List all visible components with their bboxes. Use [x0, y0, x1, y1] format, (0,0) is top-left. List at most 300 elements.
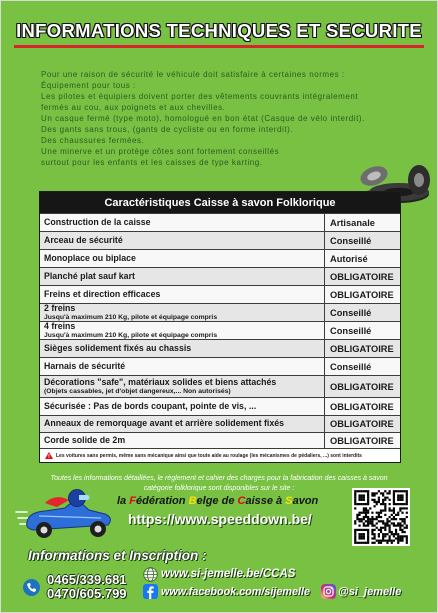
row-label: Harnais de sécurité — [44, 360, 126, 371]
qr-module — [386, 497, 388, 499]
table-row — [40, 397, 400, 415]
soapbox-car-illustration — [15, 485, 115, 541]
row-value: OBLIGATOIRE — [330, 289, 394, 300]
qr-module — [386, 533, 388, 535]
qr-module — [365, 516, 367, 518]
qr-module — [404, 518, 406, 520]
qr-module — [376, 492, 378, 494]
intro-line: surtout pour les enfants et les caisses de type karting. — [41, 158, 263, 167]
qr-module — [367, 529, 369, 531]
qr-module — [401, 494, 403, 496]
qr-module — [397, 522, 399, 524]
row-label-cell — [40, 232, 325, 249]
qr-module — [391, 533, 393, 535]
qr-module — [367, 499, 369, 501]
table-row — [40, 415, 400, 432]
qr-module — [376, 527, 378, 529]
row-label: Freins et direction efficaces — [44, 288, 161, 299]
qr-module — [367, 494, 369, 496]
qr-module — [401, 518, 403, 520]
qr-module — [354, 535, 356, 537]
qr-module — [389, 520, 391, 522]
qr-module — [376, 501, 378, 503]
qr-module — [389, 525, 391, 527]
qr-module — [365, 503, 367, 505]
row-value: OBLIGATOIRE — [330, 343, 394, 354]
qr-module — [406, 516, 408, 518]
qr-module — [406, 540, 408, 542]
qr-module — [367, 533, 369, 535]
phone-number: 0470/605.799 — [47, 586, 127, 601]
qr-module — [401, 540, 403, 542]
qr-module — [373, 542, 375, 544]
qr-module — [399, 535, 401, 537]
facebook-icon — [143, 584, 158, 599]
row-label: 4 freins — [44, 322, 76, 331]
qr-module — [367, 537, 369, 539]
qr-module — [361, 512, 363, 514]
qr-module — [369, 522, 371, 524]
qr-module — [389, 490, 391, 492]
qr-module — [363, 529, 365, 531]
page-title: INFORMATIONS TECHNIQUES ET SECURITE — [16, 20, 422, 41]
phone-icon — [23, 579, 40, 596]
qr-module — [399, 529, 401, 531]
qr-module — [365, 507, 367, 509]
intro-line: Les pilotes et équipiers doivent porter des vêtements couvrants intégralement — [41, 92, 359, 101]
row-value: OBLIGATOIRE — [330, 435, 394, 446]
intro-line: Une minerve et un protège côtes sont fortement conseillés — [41, 147, 280, 156]
row-label: Monoplace ou biplace — [44, 252, 136, 263]
qr-module — [386, 518, 388, 520]
qr-module — [393, 522, 395, 524]
qr-module — [373, 492, 375, 494]
row-label: Sièges solidement fixés au chassis — [44, 342, 192, 353]
qr-module — [378, 490, 380, 492]
qr-module — [373, 518, 375, 520]
qr-module — [363, 542, 365, 544]
row-value: OBLIGATOIRE — [330, 271, 394, 282]
row-label-cell — [40, 433, 325, 448]
qr-module — [376, 522, 378, 524]
qr-module — [354, 540, 356, 542]
qr-module — [393, 535, 395, 537]
qr-module — [406, 512, 408, 514]
qr-module — [397, 537, 399, 539]
qr-module — [380, 492, 382, 494]
qr-module — [395, 533, 397, 535]
qr-module — [371, 499, 373, 501]
qr-module — [363, 512, 365, 514]
qr-module — [384, 509, 386, 511]
qr-module — [367, 531, 369, 533]
qr-module — [354, 494, 356, 496]
qr-module — [380, 531, 382, 533]
qr-module — [395, 537, 397, 539]
qr-module — [358, 518, 360, 520]
qr-module — [356, 529, 358, 531]
qr-module — [393, 492, 395, 494]
qr-module — [397, 490, 399, 492]
qr-module — [393, 497, 395, 499]
qr-module — [373, 501, 375, 503]
qr-module — [378, 514, 380, 516]
qr-module — [365, 529, 367, 531]
qr-module — [386, 522, 388, 524]
table-row — [40, 285, 400, 303]
qr-module — [361, 490, 363, 492]
qr-module — [365, 509, 367, 511]
qr-module — [358, 490, 360, 492]
qr-module — [386, 520, 388, 522]
table-header: Caractéristiques Caisse à savon Folklorique — [40, 192, 400, 213]
qr-module — [389, 507, 391, 509]
qr-module — [378, 529, 380, 531]
qr-module — [406, 501, 408, 503]
qr-module — [397, 512, 399, 514]
qr-module — [395, 529, 397, 531]
qr-module — [354, 499, 356, 501]
qr-module — [399, 522, 401, 524]
qr-module — [399, 509, 401, 511]
qr-module — [404, 490, 406, 492]
qr-module — [371, 520, 373, 522]
qr-module — [380, 540, 382, 542]
qr-module — [384, 503, 386, 505]
qr-module — [356, 542, 358, 544]
qr-module — [361, 503, 363, 505]
qr-module — [406, 497, 408, 499]
row-label-cell — [40, 286, 325, 303]
qr-module — [378, 516, 380, 518]
qr-module — [401, 529, 403, 531]
qr-module — [397, 533, 399, 535]
qr-module — [399, 503, 401, 505]
qr-module — [378, 499, 380, 501]
qr-module — [371, 525, 373, 527]
qr-module — [367, 501, 369, 503]
qr-module — [367, 516, 369, 518]
qr-module — [361, 537, 363, 539]
qr-module — [380, 529, 382, 531]
qr-module — [354, 520, 356, 522]
qr-module — [369, 520, 371, 522]
qr-module — [391, 542, 393, 544]
qr-module — [354, 501, 356, 503]
federation-initial: B — [188, 495, 197, 507]
qr-module — [382, 501, 384, 503]
qr-module — [356, 518, 358, 520]
row-label: Décorations "safe", matériaux solides et biens attachés — [44, 377, 277, 387]
qr-module — [367, 540, 369, 542]
qr-module — [356, 503, 358, 505]
qr-module — [367, 509, 369, 511]
table-row — [40, 231, 400, 249]
qr-module — [382, 522, 384, 524]
qr-module — [363, 533, 365, 535]
title-rule — [14, 45, 424, 48]
qr-module — [406, 537, 408, 539]
qr-module — [356, 514, 358, 516]
qr-module — [391, 531, 393, 533]
row-sublabel: Jusqu'à maximum 210 Kg, pilote et équipage compris — [44, 331, 218, 339]
qr-module — [354, 490, 356, 492]
qr-module — [404, 503, 406, 505]
qr-module — [380, 516, 382, 518]
qr-module — [384, 505, 386, 507]
qr-module — [369, 518, 371, 520]
qr-module — [386, 540, 388, 542]
qr-module — [404, 535, 406, 537]
qr-module — [391, 514, 393, 516]
table-row — [40, 339, 400, 357]
qr-module — [397, 514, 399, 516]
qr-module — [367, 535, 369, 537]
qr-module — [361, 499, 363, 501]
table-row — [40, 375, 400, 397]
table-row — [40, 213, 400, 231]
qr-module — [361, 497, 363, 499]
qr-module — [401, 537, 403, 539]
row-value: Conseillé — [330, 235, 372, 246]
qr-module — [378, 520, 380, 522]
qr-module — [373, 499, 375, 501]
qr-module — [367, 518, 369, 520]
qr-module — [371, 494, 373, 496]
qr-module — [380, 527, 382, 529]
qr-module — [354, 492, 356, 494]
qr-module — [371, 542, 373, 544]
row-label-cell — [40, 214, 325, 231]
qr-module — [393, 494, 395, 496]
table-row — [40, 267, 400, 285]
qr-module — [384, 527, 386, 529]
qr-module — [384, 529, 386, 531]
qr-module — [399, 494, 401, 496]
qr-module — [393, 516, 395, 518]
qr-code — [352, 488, 410, 546]
qr-module — [406, 503, 408, 505]
qr-module — [406, 492, 408, 494]
qr-module — [397, 494, 399, 496]
qr-module — [384, 522, 386, 524]
qr-module — [365, 514, 367, 516]
qr-module — [397, 540, 399, 542]
qr-module — [358, 514, 360, 516]
qr-module — [358, 499, 360, 501]
qr-module — [389, 531, 391, 533]
qr-module — [382, 492, 384, 494]
instagram-handle: @si_jemelle — [338, 586, 402, 598]
row-label-cell — [40, 268, 325, 285]
qr-module — [397, 503, 399, 505]
qr-module — [393, 490, 395, 492]
table-row — [40, 321, 400, 339]
qr-module — [363, 518, 365, 520]
qr-module — [406, 490, 408, 492]
qr-module — [406, 525, 408, 527]
qr-module — [367, 497, 369, 499]
qr-module — [371, 518, 373, 520]
qr-module — [373, 537, 375, 539]
qr-module — [391, 509, 393, 511]
qr-module — [395, 514, 397, 516]
qr-module — [373, 533, 375, 535]
qr-module — [365, 542, 367, 544]
qr-module — [358, 537, 360, 539]
qr-module — [367, 525, 369, 527]
qr-module — [399, 490, 401, 492]
row-value: Artisanale — [330, 217, 375, 228]
instagram-icon — [321, 584, 336, 599]
qr-module — [395, 490, 397, 492]
qr-module — [358, 535, 360, 537]
qr-module — [401, 490, 403, 492]
qr-module — [378, 535, 380, 537]
qr-module — [393, 512, 395, 514]
row-value: Conseillé — [330, 325, 372, 336]
qr-module — [389, 499, 391, 501]
qr-module — [361, 535, 363, 537]
row-value: Conseillé — [330, 307, 372, 318]
qr-module — [376, 540, 378, 542]
row-label: Anneaux de remorquage avant et arrière solidement fixés — [44, 418, 285, 429]
qr-module — [363, 535, 365, 537]
qr-module — [380, 509, 382, 511]
qr-module — [367, 522, 369, 524]
qr-module — [384, 533, 386, 535]
intro-line: Un casque fermé (type moto), homologué en bon état (Casque de vélo interdit). — [41, 114, 365, 123]
qr-module — [399, 499, 401, 501]
row-label-cell — [40, 322, 325, 339]
qr-module — [373, 535, 375, 537]
qr-module — [371, 512, 373, 514]
table-row — [40, 249, 400, 267]
qr-module — [363, 499, 365, 501]
qr-module — [367, 512, 369, 514]
qr-module — [371, 533, 373, 535]
qr-module — [358, 525, 360, 527]
qr-module — [389, 537, 391, 539]
safety-intro — [41, 69, 426, 168]
row-label: 2 freins — [44, 304, 76, 313]
qr-module — [378, 497, 380, 499]
qr-module — [404, 531, 406, 533]
qr-module — [354, 522, 356, 524]
qr-module — [358, 494, 360, 496]
qr-module — [361, 520, 363, 522]
qr-module — [361, 533, 363, 535]
qr-module — [401, 503, 403, 505]
qr-module — [367, 503, 369, 505]
row-label-cell — [40, 340, 325, 357]
intro-line: fermés au cou, aux poignets et aux chevilles. — [41, 103, 226, 112]
federation-initial: C — [237, 495, 246, 507]
row-label: Sécurisée : Pas de bords coupant, pointe de vis, ... — [44, 400, 257, 411]
table-row — [40, 357, 400, 375]
qr-module — [378, 533, 380, 535]
qr-module — [363, 509, 365, 511]
qr-module — [354, 503, 356, 505]
qr-module — [397, 525, 399, 527]
qr-module — [382, 533, 384, 535]
phone-numbers — [47, 573, 127, 601]
qr-module — [378, 540, 380, 542]
qr-module — [397, 497, 399, 499]
qr-module — [358, 529, 360, 531]
qr-module — [406, 499, 408, 501]
qr-module — [384, 525, 386, 527]
qr-module — [401, 531, 403, 533]
qr-module — [399, 507, 401, 509]
qr-module — [404, 527, 406, 529]
qr-module — [365, 490, 367, 492]
qr-module — [384, 497, 386, 499]
qr-module — [358, 503, 360, 505]
qr-module — [373, 505, 375, 507]
qr-module — [354, 537, 356, 539]
qr-module — [378, 501, 380, 503]
qr-module — [371, 516, 373, 518]
qr-module — [401, 497, 403, 499]
qr-module — [365, 525, 367, 527]
qr-module — [391, 522, 393, 524]
qr-module — [401, 512, 403, 514]
row-label: Construction de la caisse — [44, 216, 151, 227]
qr-module — [367, 542, 369, 544]
qr-module — [382, 499, 384, 501]
qr-module — [395, 531, 397, 533]
qr-module — [393, 503, 395, 505]
row-label-cell — [40, 376, 325, 397]
qr-module — [354, 542, 356, 544]
qr-module — [395, 503, 397, 505]
qr-module — [401, 525, 403, 527]
qr-module — [378, 512, 380, 514]
row-label: Planché plat sauf kart — [44, 270, 135, 281]
qr-module — [356, 490, 358, 492]
qr-module — [404, 507, 406, 509]
qr-module — [382, 503, 384, 505]
federation-initial: S — [285, 495, 293, 507]
qr-module — [363, 516, 365, 518]
qr-module — [376, 516, 378, 518]
qr-module — [380, 512, 382, 514]
qr-module — [371, 522, 373, 524]
row-label-cell — [40, 398, 325, 415]
qr-module — [393, 533, 395, 535]
qr-module — [378, 542, 380, 544]
qr-module — [384, 499, 386, 501]
qr-module — [384, 507, 386, 509]
qr-module — [365, 520, 367, 522]
qr-module — [371, 531, 373, 533]
qr-module — [363, 525, 365, 527]
qr-module — [354, 507, 356, 509]
qr-module — [363, 507, 365, 509]
qr-module — [389, 535, 391, 537]
qr-module — [397, 499, 399, 501]
qr-module — [373, 525, 375, 527]
qr-module — [406, 542, 408, 544]
qr-module — [382, 509, 384, 511]
row-label-cell — [40, 304, 325, 321]
characteristics-table — [39, 191, 401, 463]
qr-module — [380, 542, 382, 544]
qr-module — [367, 520, 369, 522]
qr-module — [397, 542, 399, 544]
qr-module — [363, 494, 365, 496]
